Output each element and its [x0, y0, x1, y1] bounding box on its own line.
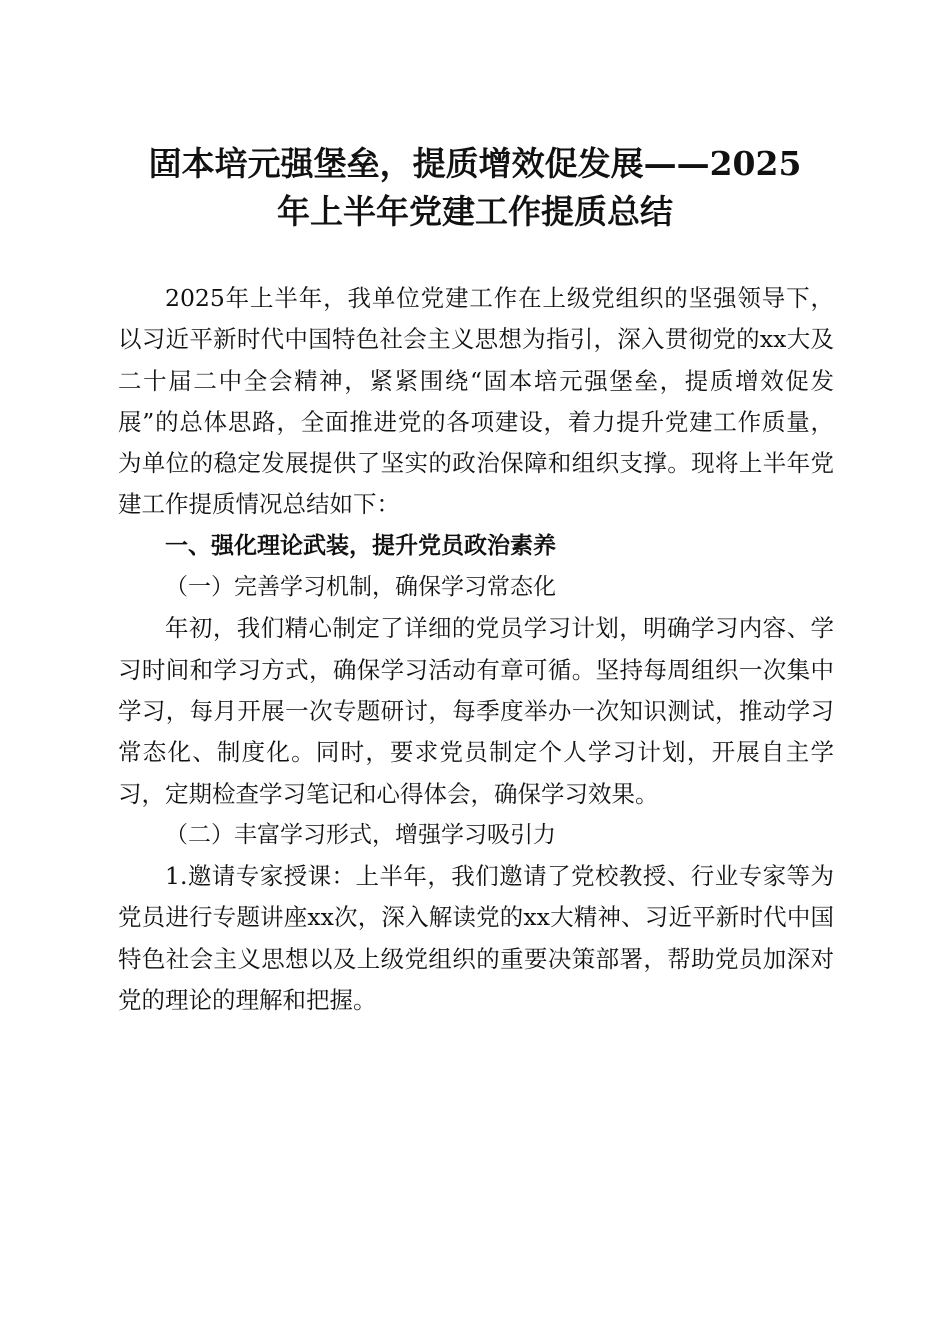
title-line-1: 固本培元强堡垒，提质增效促发展——2025 — [148, 144, 802, 183]
subsection-1-paragraph: 年初，我们精心制定了详细的党员学习计划，明确学习内容、学习时间和学习方式，确保学习活动有章可循。坚持每周组织一次集中学习，每月开展一次专题研讨，每季度举办一次知识测试，推动学习常态化、制度化。同时，要求党员制定个人学习计划，开展自主学习，定期检查学习笔记和心得体会，确保学习效果。 — [118, 614, 834, 808]
intro-paragraph: 2025年上半年，我单位党建工作在上级党组织的坚强领导下，以习近平新时代中国特色社会主义思想为指引，深入贯彻党的xx大及二十届二中全会精神，紧紧围绕“固本培元强堡垒，提质增效促发展”的总体思路，全面推进党的各项建设，着力提升党建工作质量，为单位的稳定发展提供了坚实的政治保障和组织支撑。现将上半年党建工作提质情况总结如下： — [118, 284, 834, 519]
title-line-2: 年上半年党建工作提质总结 — [277, 192, 673, 231]
document-body — [118, 278, 834, 1021]
subsection-heading-1: （一）完善学习机制，确保学习常态化 — [165, 574, 556, 601]
document-title — [110, 140, 840, 236]
subsection-2-item-1: 1.邀请专家授课：上半年，我们邀请了党校教授、行业专家等为党员进行专题讲座xx次，深入解读党的xx大精神、习近平新时代中国特色社会主义思想以及上级党组织的重要决策部署，帮助党员加深对党的理论的理解和把握。 — [118, 862, 834, 1015]
section-heading-1: 一、强化理论武装，提升党员政治素养 — [165, 532, 556, 559]
subsection-heading-2: （二）丰富学习形式，增强学习吸引力 — [165, 821, 556, 848]
